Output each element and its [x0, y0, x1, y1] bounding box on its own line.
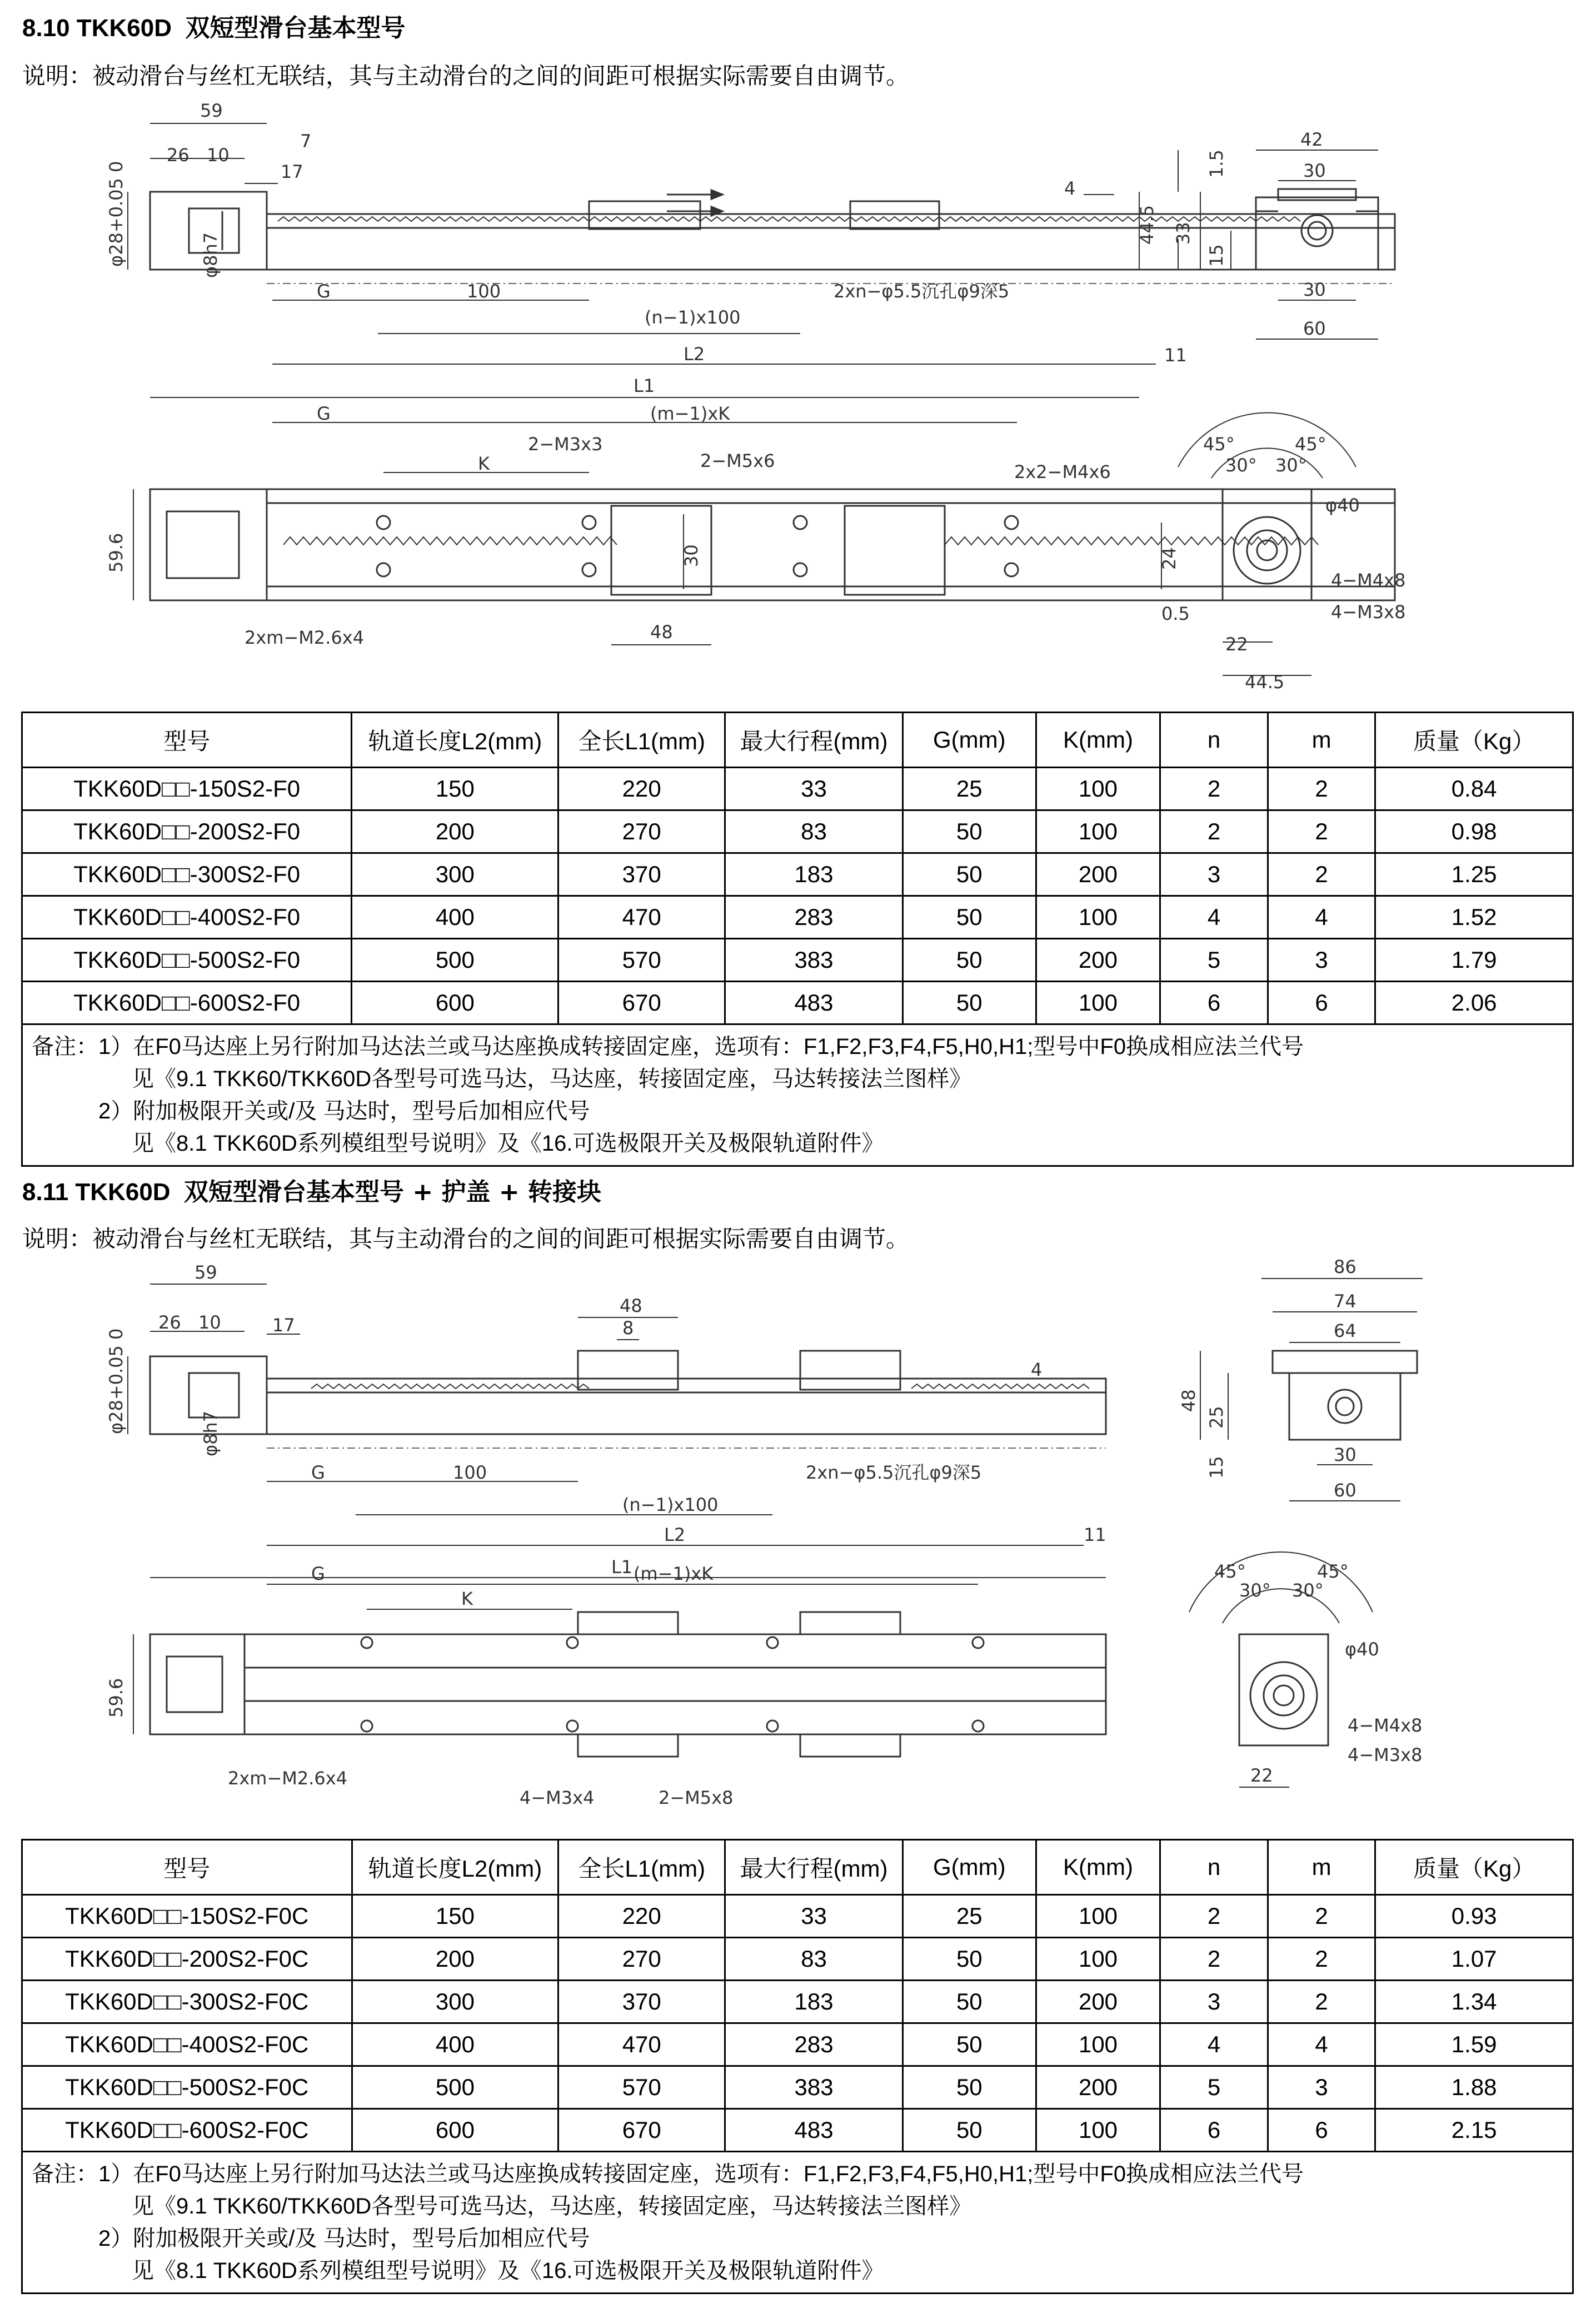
- cell: 100: [1036, 1938, 1160, 1981]
- cell: 1.52: [1375, 896, 1573, 939]
- section-description: 说明：被动滑台与丝杠无联结，其与主动滑台的之间的间距可根据实际需要自由调节。: [22, 62, 910, 89]
- table-row: [22, 1981, 1573, 2023]
- dim-phi28: φ28+0.05 0: [106, 161, 127, 267]
- dim-33: 33: [1173, 222, 1194, 245]
- dim-phi40: φ40: [1345, 1639, 1379, 1660]
- dim-48: 48: [650, 621, 673, 643]
- cell: 100: [1036, 2109, 1160, 2152]
- cell: 25: [902, 768, 1036, 810]
- cell: 200: [1036, 939, 1160, 982]
- cell: 370: [558, 1981, 725, 2023]
- dim-42: 42: [1300, 129, 1323, 150]
- angle-45-left: 45°: [1203, 434, 1235, 455]
- cell: 1.88: [1375, 2066, 1573, 2109]
- dim-64: 64: [1334, 1320, 1356, 1341]
- dim-26: 26: [167, 145, 189, 166]
- dim-holes: 2xn−φ5.5沉孔φ9深5: [806, 1462, 982, 1483]
- dim-m2-6: 2xm−M2.6x4: [245, 627, 365, 648]
- cell: 6: [1268, 2109, 1375, 2152]
- table-row: [22, 853, 1573, 896]
- cell: 2: [1160, 768, 1268, 810]
- dim-59: 59: [194, 1262, 217, 1283]
- carriage-top-passive: [845, 506, 945, 595]
- dim-holes: 2xn−φ5.5沉孔φ9深5: [834, 281, 1010, 302]
- cell-model: TKK60D□□-150S2-F0C: [22, 1895, 352, 1938]
- table-header-row: [22, 713, 1573, 768]
- cell: 2: [1160, 810, 1268, 853]
- dim-48-b: 48: [1178, 1389, 1199, 1412]
- dim-44-5: 44.5: [1136, 205, 1158, 245]
- side-view: [128, 123, 1395, 397]
- cell-model: TKK60D□□-500S2-F0C: [22, 2066, 352, 2109]
- dim-pitch: (n−1)x100: [622, 1494, 719, 1515]
- cell: 570: [558, 2066, 725, 2109]
- dim-8: 8: [622, 1317, 634, 1339]
- cell: 400: [352, 2023, 558, 2066]
- section-number: 8.10 TKK60D: [22, 14, 172, 42]
- cell: 600: [352, 2109, 558, 2152]
- cell: 50: [902, 810, 1036, 853]
- cell: 2: [1268, 768, 1375, 810]
- note-line: 2）附加极限开关或/及 马达时，型号后加相应代号: [98, 2226, 590, 2251]
- section-number: 8.11 TKK60D: [22, 1178, 171, 1206]
- cell: 50: [902, 853, 1036, 896]
- dim-phi8: φ8h7: [200, 232, 221, 278]
- table-row: [22, 810, 1573, 853]
- col-header: n: [1160, 713, 1268, 768]
- cell: 570: [558, 939, 725, 982]
- cell: 3: [1268, 2066, 1375, 2109]
- dim-m3x8: 4−M3x8: [1331, 601, 1406, 623]
- cell: 283: [725, 2023, 903, 2066]
- dim-48: 48: [620, 1295, 642, 1316]
- col-header: m: [1268, 1840, 1375, 1895]
- cell: 2: [1268, 853, 1375, 896]
- cell: 5: [1160, 939, 1268, 982]
- cell: 383: [725, 2066, 903, 2109]
- cell: 183: [725, 853, 903, 896]
- dim-60: 60: [1334, 1480, 1356, 1501]
- dim-m5x8: 2−M5x8: [659, 1787, 734, 1808]
- col-header: G(mm): [902, 1840, 1036, 1895]
- angle-45-left: 45°: [1214, 1561, 1246, 1582]
- dim-60: 60: [1303, 318, 1326, 339]
- carriage-cover-passive: [800, 1351, 900, 1390]
- table-row: [22, 2109, 1573, 2152]
- cover-top: [245, 1634, 1106, 1734]
- dim-86: 86: [1334, 1256, 1356, 1277]
- screw-thread: [278, 217, 722, 221]
- dim-phi40: φ40: [1325, 495, 1360, 516]
- cell: 4: [1268, 896, 1375, 939]
- dim-G: G: [311, 1462, 325, 1483]
- cell: 670: [558, 2109, 725, 2152]
- cell-model: TKK60D□□-200S2-F0C: [22, 1938, 352, 1981]
- cell: 50: [902, 896, 1036, 939]
- dim-G: G: [317, 281, 331, 302]
- top-view: [133, 1584, 1106, 1757]
- col-header: 全长L1(mm): [558, 1840, 725, 1895]
- angle-45-right: 45°: [1317, 1561, 1349, 1582]
- cell: 6: [1160, 2109, 1268, 2152]
- cell: 283: [725, 896, 903, 939]
- cell: 100: [1036, 896, 1160, 939]
- note-line: 备注：1）在F0马达座上另行附加马达法兰或马达座换成转接固定座，选项有：F1,F2,F3,F4,F5,H0,H1;型号中F0换成相应法兰代号: [32, 2162, 1304, 2186]
- technical-drawing-8-11: [0, 1256, 1596, 1829]
- cell: 50: [902, 2109, 1036, 2152]
- note-line: 见《9.1 TKK60/TKK60D各型号可选马达，马达座，转接固定座，马达转接法兰图样》: [132, 2194, 972, 2219]
- dim-phi8: φ8h7: [200, 1410, 221, 1456]
- cell-model: TKK60D□□-300S2-F0C: [22, 1981, 352, 2023]
- cell: 25: [902, 1895, 1036, 1938]
- cell: 50: [902, 2023, 1036, 2066]
- note-line: 见《8.1 TKK60D系列模组型号说明》及《16.可选极限开关及极限轨道附件》: [132, 1131, 884, 1156]
- carriage-active: [589, 201, 700, 229]
- cell: 100: [1036, 982, 1160, 1024]
- col-header: 最大行程(mm): [725, 1840, 903, 1895]
- cell: 100: [1036, 2023, 1160, 2066]
- cell: 2: [1160, 1895, 1268, 1938]
- note-line: 2）附加极限开关或/及 马达时，型号后加相应代号: [98, 1099, 590, 1123]
- cell: 470: [558, 896, 725, 939]
- note-line: 见《8.1 TKK60D系列模组型号说明》及《16.可选极限开关及极限轨道附件》: [132, 2259, 884, 2283]
- table-row: [22, 939, 1573, 982]
- col-header: n: [1160, 1840, 1268, 1895]
- dim-4: 4: [1031, 1359, 1043, 1380]
- cell: 1.25: [1375, 853, 1573, 896]
- dim-m4x8: 4−M4x8: [1331, 570, 1406, 591]
- cell: 220: [558, 1895, 725, 1938]
- section-title-cn: 双短型滑台基本型号 + 护盖 + 转接块: [184, 1178, 602, 1206]
- dim-10: 10: [207, 145, 230, 166]
- cell: 600: [352, 982, 558, 1024]
- cell-model: TKK60D□□-300S2-F0: [22, 853, 352, 896]
- angle-30-left: 30°: [1225, 455, 1257, 476]
- cell: 200: [352, 1938, 558, 1981]
- col-header: 轨道长度L2(mm): [352, 1840, 558, 1895]
- cell: 470: [558, 2023, 725, 2066]
- end-view: [1200, 1279, 1423, 1501]
- carriage-passive: [850, 201, 939, 229]
- cell: 5: [1160, 2066, 1268, 2109]
- cell: 4: [1160, 2023, 1268, 2066]
- cell: 6: [1160, 982, 1268, 1024]
- dim-G-top: G: [311, 1563, 325, 1584]
- cell-model: TKK60D□□-500S2-F0: [22, 939, 352, 982]
- dim-30-top: 30: [1303, 160, 1326, 181]
- dim-phi28: φ28+0.05 0: [106, 1328, 127, 1434]
- table-header-row: [22, 1840, 1573, 1895]
- angle-30-right: 30°: [1275, 455, 1307, 476]
- table-row: [22, 2066, 1573, 2109]
- note-line: 见《9.1 TKK60/TKK60D各型号可选马达，马达座，转接固定座，马达转接法兰图样》: [132, 1067, 972, 1091]
- cell: 370: [558, 853, 725, 896]
- cell: 500: [352, 2066, 558, 2109]
- dim-pitch: (n−1)x100: [645, 307, 741, 328]
- flange-view: [1189, 1552, 1373, 1787]
- cell: 2: [1268, 1981, 1375, 2023]
- dim-30: 30: [1334, 1444, 1356, 1465]
- cell: 100: [1036, 768, 1160, 810]
- col-header: m: [1268, 713, 1375, 768]
- cell: 0.84: [1375, 768, 1573, 810]
- cell: 2: [1160, 1938, 1268, 1981]
- col-header: G(mm): [902, 713, 1036, 768]
- dim-11: 11: [1164, 345, 1187, 366]
- cell: 1.59: [1375, 2023, 1573, 2066]
- cell: 3: [1160, 1981, 1268, 2023]
- dim-22: 22: [1225, 634, 1248, 655]
- dim-15: 15: [1206, 244, 1227, 267]
- section-title-cn: 双短型滑台基本型号: [185, 14, 406, 42]
- dim-1-5: 1.5: [1206, 150, 1227, 178]
- rail-top: [267, 489, 1395, 600]
- angle-30-right: 30°: [1292, 1580, 1324, 1601]
- cell: 670: [558, 982, 725, 1024]
- cell: 270: [558, 810, 725, 853]
- dim-100: 100: [453, 1462, 487, 1483]
- dim-25: 25: [1206, 1406, 1227, 1429]
- dim-26: 26: [158, 1312, 181, 1333]
- dim-59-6: 59.6: [106, 533, 127, 573]
- angle-45-right: 45°: [1295, 434, 1326, 455]
- cell: 300: [352, 853, 558, 896]
- cell: 270: [558, 1938, 725, 1981]
- col-header: K(mm): [1036, 713, 1160, 768]
- dim-74: 74: [1334, 1291, 1356, 1312]
- cell: 83: [725, 1938, 903, 1981]
- col-header: 轨道长度L2(mm): [352, 713, 558, 768]
- cell: 300: [352, 1981, 558, 2023]
- cell: 100: [1036, 810, 1160, 853]
- cell: 50: [902, 2066, 1036, 2109]
- cell-model: TKK60D□□-200S2-F0: [22, 810, 352, 853]
- dim-L1: L1: [634, 375, 655, 396]
- cell: 6: [1268, 982, 1375, 1024]
- dim-15: 15: [1206, 1456, 1227, 1479]
- notes-row: [22, 2152, 1573, 2294]
- dim-G-top: G: [317, 403, 331, 424]
- cell: 150: [352, 768, 558, 810]
- adapter-block-top: [578, 1612, 678, 1634]
- notes-cell: [22, 1024, 1573, 1166]
- cell: 183: [725, 1981, 903, 2023]
- dim-m5x6: 2−M5x6: [700, 450, 775, 471]
- cell: 200: [352, 810, 558, 853]
- cell: 200: [1036, 2066, 1160, 2109]
- cell: 500: [352, 939, 558, 982]
- dim-mxK: (m−1)xK: [650, 403, 730, 424]
- cell-model: TKK60D□□-400S2-F0: [22, 896, 352, 939]
- note-line: 备注：1）在F0马达座上另行附加马达法兰或马达座换成转接固定座，选项有：F1,F2,F3,F4,F5,H0,H1;型号中F0换成相应法兰代号: [32, 1034, 1304, 1059]
- dim-0-5: 0.5: [1161, 603, 1190, 624]
- dim-mxK: (m−1)xK: [634, 1563, 714, 1584]
- cell: 3: [1268, 939, 1375, 982]
- cell: 0.98: [1375, 810, 1573, 853]
- cell: 1.79: [1375, 939, 1573, 982]
- table-row: [22, 982, 1573, 1024]
- notes-cell: [22, 2152, 1573, 2294]
- cell-model: TKK60D□□-400S2-F0C: [22, 2023, 352, 2066]
- col-header: 全长L1(mm): [558, 713, 725, 768]
- cell-model: TKK60D□□-600S2-F0: [22, 982, 352, 1024]
- dim-L1: L1: [611, 1556, 633, 1578]
- dim-m3x4: 4−M3x4: [520, 1787, 595, 1808]
- dim-59: 59: [200, 100, 223, 121]
- cell: 200: [1036, 1981, 1160, 2023]
- cell: 150: [352, 1895, 558, 1938]
- cell: 0.93: [1375, 1895, 1573, 1938]
- dim-m4x6: 2x2−M4x6: [1014, 461, 1111, 483]
- dim-L2: L2: [684, 344, 705, 365]
- section-title-8-11: [22, 1172, 601, 1207]
- col-header: 型号: [22, 713, 352, 768]
- cell: 483: [725, 982, 903, 1024]
- col-header: K(mm): [1036, 1840, 1160, 1895]
- cell: 483: [725, 2109, 903, 2152]
- dim-m3x8: 4−M3x8: [1348, 1744, 1423, 1765]
- cell: 50: [902, 1981, 1036, 2023]
- cell: 2: [1268, 810, 1375, 853]
- cell-model: TKK60D□□-150S2-F0: [22, 768, 352, 810]
- cell: 1.34: [1375, 1981, 1573, 2023]
- cell: 4: [1268, 2023, 1375, 2066]
- cell: 2.06: [1375, 982, 1573, 1024]
- cell: 33: [725, 768, 903, 810]
- cell: 200: [1036, 853, 1160, 896]
- spec-table-8-10: [21, 712, 1574, 1167]
- spec-table-8-11: [21, 1839, 1574, 2294]
- cell: 383: [725, 939, 903, 982]
- cell: 100: [1036, 1895, 1160, 1938]
- cell: 50: [902, 1938, 1036, 1981]
- cell: 4: [1160, 896, 1268, 939]
- dim-59-6: 59.6: [106, 1678, 127, 1718]
- table-row: [22, 1895, 1573, 1938]
- cell: 1.07: [1375, 1938, 1573, 1981]
- col-header: 最大行程(mm): [725, 713, 903, 768]
- table-row: [22, 2023, 1573, 2066]
- dim-30-bottom: 30: [1303, 279, 1326, 300]
- table-row: [22, 1938, 1573, 1981]
- dim-22: 22: [1250, 1765, 1273, 1786]
- col-header: 型号: [22, 1840, 352, 1895]
- dim-K: K: [461, 1588, 473, 1609]
- cell: 220: [558, 768, 725, 810]
- dim-m2-6: 2xm−M2.6x4: [228, 1768, 348, 1789]
- dim-m4x8: 4−M4x8: [1348, 1715, 1423, 1736]
- cell: 2: [1268, 1938, 1375, 1981]
- carriage-cover-active: [578, 1351, 678, 1390]
- notes-row: [22, 1024, 1573, 1166]
- cell: 400: [352, 896, 558, 939]
- dim-44-5-b: 44.5: [1245, 671, 1285, 693]
- dim-17: 17: [281, 161, 303, 182]
- cell: 33: [725, 1895, 903, 1938]
- section-description: 说明：被动滑台与丝杠无联结，其与主动滑台的之间的间距可根据实际需要自由调节。: [22, 1225, 910, 1252]
- dim-7: 7: [300, 131, 312, 152]
- dim-m3x3: 2−M3x3: [528, 434, 603, 455]
- cell-model: TKK60D□□-600S2-F0C: [22, 2109, 352, 2152]
- dim-100: 100: [467, 281, 501, 302]
- cell: 3: [1160, 853, 1268, 896]
- angle-30-left: 30°: [1239, 1580, 1271, 1601]
- dim-K: K: [478, 453, 490, 474]
- table-row: [22, 768, 1573, 810]
- col-header: 质量（Kg）: [1375, 713, 1573, 768]
- dim-24: 24: [1159, 547, 1180, 570]
- cell: 2.15: [1375, 2109, 1573, 2152]
- cell: 83: [725, 810, 903, 853]
- dim-L2: L2: [664, 1524, 686, 1545]
- dim-30-top-view: 30: [681, 544, 702, 567]
- cell: 50: [902, 982, 1036, 1024]
- technical-drawing-8-10: [0, 0, 1596, 706]
- cell: 50: [902, 939, 1036, 982]
- col-header: 质量（Kg）: [1375, 1840, 1573, 1895]
- dim-11: 11: [1084, 1524, 1106, 1545]
- table-row: [22, 896, 1573, 939]
- dim-4: 4: [1064, 178, 1076, 199]
- dim-17: 17: [272, 1315, 295, 1336]
- dim-10: 10: [198, 1312, 221, 1333]
- cell: 2: [1268, 1895, 1375, 1938]
